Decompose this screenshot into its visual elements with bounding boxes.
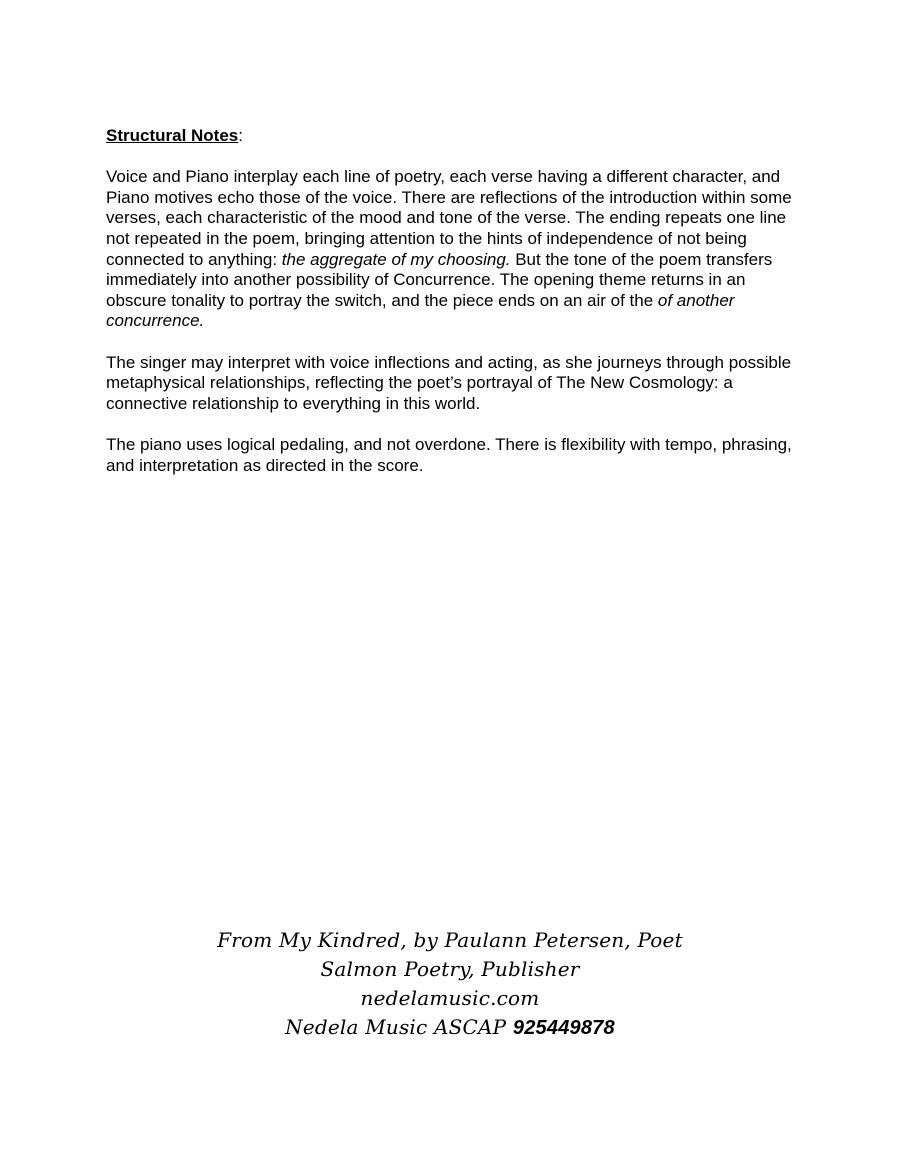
credit-ascap-label: Nedela Music ASCAP (285, 1015, 513, 1039)
italic-quote: of another concurrence. (106, 290, 735, 331)
credit-website: nedelamusic.com (360, 986, 540, 1010)
paragraph-text: Voice and Piano interplay each line of poetry, each verse having a different character, and Piano motives echo those of the voice. There are reflections of the introduction within some verses, each characteristic of the mood and tone of the verse. The ending repeats one line not repeated in the poem, bringing attention to the hints of independence of not being connected to anything: (106, 167, 792, 269)
italic-quote: the aggregate of my choosing. (281, 249, 511, 269)
credit-ascap-number: 925449878 (512, 1017, 615, 1039)
credit-source: From My Kindred, by Paulann Petersen, Poet (217, 928, 683, 952)
heading-text: Structural Notes (106, 126, 239, 145)
heading-colon: : (238, 126, 243, 145)
section-heading (106, 126, 796, 147)
paragraph-text: But the tone of the poem transfers immediately into another possibility of Concurrence. The opening theme returns in an obscure tonality to portray the switch, and the piece ends on an air of the (106, 249, 773, 310)
paragraph-singer: The singer may interpret with voice inflections and acting, as she journeys through possible metaphysical relationships, reflecting the poet’s portrayal of The New Cosmology: a connective relationship to everything in this world. (106, 352, 792, 413)
credits-block (0, 926, 900, 1043)
credit-ascap (0, 1013, 900, 1043)
structural-notes-section (106, 126, 796, 497)
paragraph-structure (106, 167, 796, 332)
paragraph-piano: The piano uses logical pedaling, and not overdone. There is flexibility with tempo, phrasing, and interpretation as directed in the score. (106, 434, 792, 475)
credit-publisher: Salmon Poetry, Publisher (320, 957, 580, 981)
